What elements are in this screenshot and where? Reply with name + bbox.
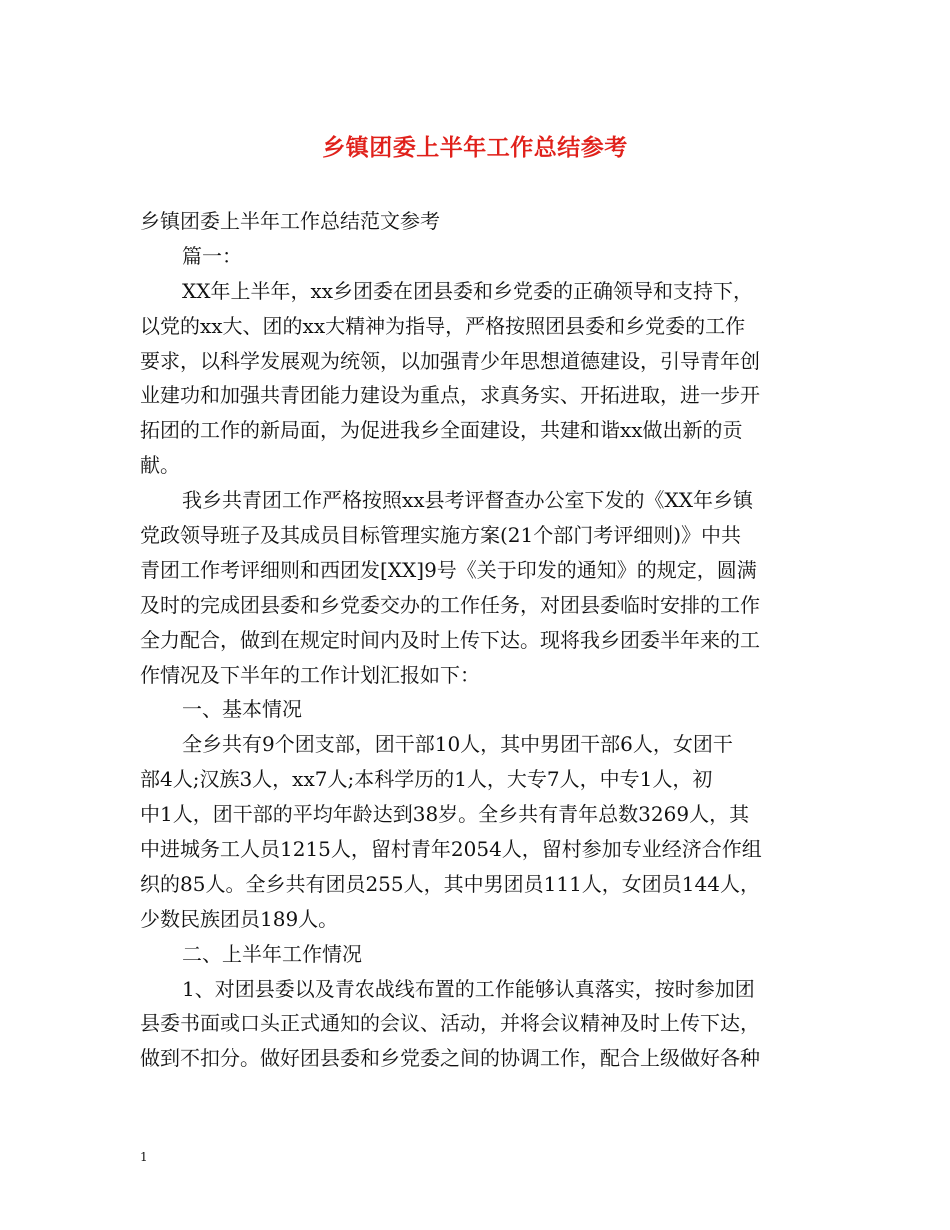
paragraph-line: 拓团的工作的新局面，为促进我乡全面建设，共建和谐xx做出新的贡: [140, 418, 743, 443]
section-label: 篇一：: [182, 243, 242, 268]
section-heading: 二、上半年工作情况: [182, 941, 362, 966]
document-subtitle: 乡镇团委上半年工作总结范文参考: [140, 209, 440, 233]
paragraph-line: 少数民族团员189人。: [140, 906, 339, 931]
paragraph-line: 以党的xx大、团的xx大精神为指导，严格按照团县委和乡党委的工作: [140, 313, 746, 338]
paragraph-line: 要求，以科学发展观为统领，以加强青少年思想道德建设，引导青年创: [140, 348, 760, 373]
paragraph-line: 献。: [140, 453, 180, 478]
paragraph-line: 织的85人。全乡共有团员255人，其中男团员111人，女团员144人，: [140, 871, 760, 896]
document-title: 乡镇团委上半年工作总结参考: [322, 135, 628, 161]
paragraph-line: 青团工作考评细则和西团发[XX]9号《关于印发的通知》的规定，圆满: [140, 557, 757, 582]
document-body: [140, 204, 820, 1076]
paragraph-line: 作情况及下半年的工作计划汇报如下：: [140, 662, 480, 687]
paragraph-line: 业建功和加强共青团能力建设为重点，求真务实、开拓进取，进一步开: [140, 383, 760, 408]
section-heading: 一、基本情况: [182, 697, 302, 722]
paragraph-line: 中1人，团干部的平均年龄达到38岁。全乡共有青年总数3269人，其: [140, 802, 750, 827]
paragraph-line: 党政领导班子及其成员目标管理实施方案(21个部门考评细则)》中共: [140, 523, 742, 548]
paragraph-line: 全乡共有9个团支部，团干部10人，其中男团干部6人，女团干: [182, 732, 733, 757]
page-number: 1: [140, 1150, 148, 1164]
paragraph-line: 我乡共青团工作严格按照xx县考评督查办公室下发的《XX年乡镇: [182, 488, 754, 513]
paragraph-line: 及时的完成团县委和乡党委交办的工作任务，对团县委临时安排的工作: [140, 592, 760, 617]
paragraph-line: XX年上半年，xx乡团委在团县委和乡党委的正确领导和支持下，: [182, 278, 754, 303]
paragraph-line: 中进城务工人员1215人，留村青年2054人，留村参加专业经济合作组: [140, 837, 762, 862]
paragraph-line: 全力配合，做到在规定时间内及时上传下达。现将我乡团委半年来的工: [140, 627, 760, 652]
paragraph-line: 县委书面或口头正式通知的会议、活动，并将会议精神及时上传下达，: [140, 1011, 760, 1036]
paragraph-line: 1、对团县委以及青农战线布置的工作能够认真落实，按时参加团: [182, 976, 755, 1001]
paragraph-line: 做到不扣分。做好团县委和乡党委之间的协调工作，配合上级做好各种: [140, 1046, 760, 1071]
paragraph-line: 部4人;汉族3人，xx7人;本科学历的1人，大专7人，中专1人，初: [140, 767, 713, 792]
